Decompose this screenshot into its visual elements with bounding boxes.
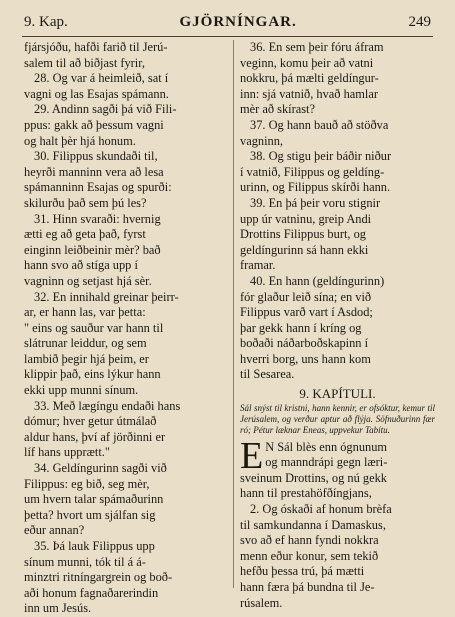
text-line: hann svo að stíga upp í: [24, 258, 138, 273]
text-line: 29. Andinn sagði þá við Fili-: [34, 102, 177, 117]
text-line: rúsalem.: [240, 595, 283, 610]
text-line: hefðu þessa trú, þá mætti: [240, 564, 365, 579]
text-line: hann færa þá bundna til Je-: [240, 580, 375, 594]
text-line: inn: sjá vatnið, hvað hamlar: [240, 86, 378, 101]
text-line: ætti eg að geta það, fyrst: [24, 227, 146, 242]
header-chapter: 9. Kap.: [24, 14, 68, 30]
text-line: svo að ef hann fyndi nokkra: [240, 533, 379, 548]
text-line: ppus: gakk að þessum vagni: [24, 117, 164, 132]
text-line: og manndrápi gegn læri-: [265, 455, 388, 470]
text-line: 34. Geldíngurinn sagði við: [34, 461, 167, 476]
text-line: boðaði náðarboðskapinn í: [240, 336, 369, 351]
text-line: geldíngurinn sá hann ekki: [240, 242, 369, 257]
left-column: [24, 40, 227, 617]
text-line: " eins og sauður var hann til: [24, 320, 164, 335]
chapter-summary: Sál snýst til kristni, hann kennir, er ofsóktur, kemur til Jerúsalem, og verður aptur að flýja. Söfnuðurinn fær ró; Pétur læknar Eneas, uppvekur Tabítu.: [240, 402, 435, 435]
text-line: til Sesarea.: [240, 367, 295, 382]
chapter-first-line: N Sál blès enn ógnunum: [265, 439, 388, 454]
text-line: hverri borg, uns hann kom: [240, 351, 371, 366]
text-line: aldur hans, því af jörðinni er: [24, 429, 166, 444]
text-line: dómur; hver getur útmálað: [24, 414, 157, 429]
text-line: inn um Jesús.: [24, 601, 92, 616]
text-line: vagni og las Esajas spámann.: [24, 86, 169, 101]
text-line: Filippus: eg bið, seg mèr,: [24, 476, 150, 491]
text-line: slátrunar leiddur, og sem: [24, 336, 147, 351]
text-line: 28. Og var á heimleið, sat í: [34, 71, 169, 86]
text-line: aði honum fagnaðarerindin: [24, 585, 159, 600]
text-line: Filippus varð vart í Asdod;: [240, 305, 373, 320]
text-line: og halt þèr hjá honum.: [24, 133, 136, 148]
text-line: framar.: [240, 258, 276, 273]
drop-cap: E: [240, 434, 264, 477]
text-line: hann til prestahöfðíngjans,: [240, 486, 372, 501]
running-header: [24, 14, 431, 34]
text-line: þetta? hvort um sjálfan sig: [24, 507, 156, 522]
text-line: upp úr vatninu, greip Andi: [240, 211, 372, 226]
text-line: 35. Þá lauk Filippus upp: [34, 539, 155, 553]
text-line: skilurðu það sem þú les?: [24, 195, 147, 210]
page-number: 249: [408, 14, 431, 30]
chapter-heading: 9. KAPÍTULI.: [299, 386, 376, 402]
right-column-verses: [240, 40, 435, 383]
text-line: veginn, komu þeir að vatni: [240, 55, 374, 70]
text-line: 32. En innihald greinar þeirr-: [34, 289, 179, 304]
text-line: spámanninn Esajas og spurði:: [24, 180, 172, 195]
text-line: einginn leiðbeinir mèr? bað: [24, 242, 161, 257]
chapter-text: [240, 455, 435, 611]
text-line: mèr að skírast?: [240, 102, 316, 117]
chapter-opening: [240, 434, 435, 612]
text-line: eður annan?: [24, 523, 85, 538]
column-divider: [233, 40, 234, 588]
text-line: 38. Og stigu þeir báðir niður: [250, 149, 392, 164]
text-line: í vatnið, Filippus og geldíng-: [240, 164, 385, 179]
text-line: fór glaður leið sína; en við: [240, 289, 372, 304]
text-line: sínum munni, tók til á á-: [24, 554, 146, 569]
text-line: ekki upp munni sínum.: [24, 383, 139, 398]
right-column: [240, 40, 435, 611]
text-line: minztri ritníngargrein og boð-: [24, 570, 173, 585]
text-line: til samkundanna í Damaskus,: [240, 517, 386, 532]
text-line: 40. En hann (geldíngurinn): [250, 273, 385, 288]
text-line: líf hans upprætt.": [24, 445, 110, 460]
text-line: klippir það, eins lýkur hann: [24, 367, 161, 382]
text-line: 37. Og hann bauð að stöðva: [250, 117, 389, 132]
text-line: 33. Með lægíngu endaði hans: [34, 398, 181, 413]
text-line: fjársjóðu, hafði farið til Jerú-: [24, 40, 168, 54]
text-line: vagninn,: [240, 133, 284, 148]
text-line: 30. Filippus skundaði til,: [34, 149, 158, 164]
text-line: lambið þegir hjá þeim, er: [24, 351, 149, 366]
text-line: 2. Og óskaði af honum brèfa: [250, 502, 392, 517]
text-line: salem til að biðjast fyrir,: [24, 55, 145, 70]
text-line: ar, er hann las, var þetta:: [24, 305, 146, 320]
text-line: menn eður konur, sem tekið: [240, 548, 379, 563]
text-line: 36. En sem þeir fóru áfram: [250, 40, 384, 54]
header-title: GJÖRNÍNGAR.: [179, 14, 297, 30]
text-line: urinn, og Filippus skírði hann.: [240, 180, 391, 195]
text-line: Drottins Filippus burt, og: [240, 227, 366, 242]
text-line: sveinum Drottins, og nú gekk: [240, 470, 387, 485]
text-line: um hvern talar spámaðurinn: [24, 492, 164, 507]
text-line: nokkru, þá mælti geldíngur-: [240, 71, 379, 86]
text-line: 39. En þá þeir voru stignir: [250, 195, 381, 210]
header-rule: [22, 36, 433, 37]
text-line: þar gekk hann í kríng og: [240, 320, 362, 335]
text-line: vagninn og setjast hjá sèr.: [24, 273, 152, 288]
text-line: heyrði manninn vera að lesa: [24, 164, 164, 179]
text-line: 31. Hinn svaraði: hvernig: [34, 211, 161, 226]
